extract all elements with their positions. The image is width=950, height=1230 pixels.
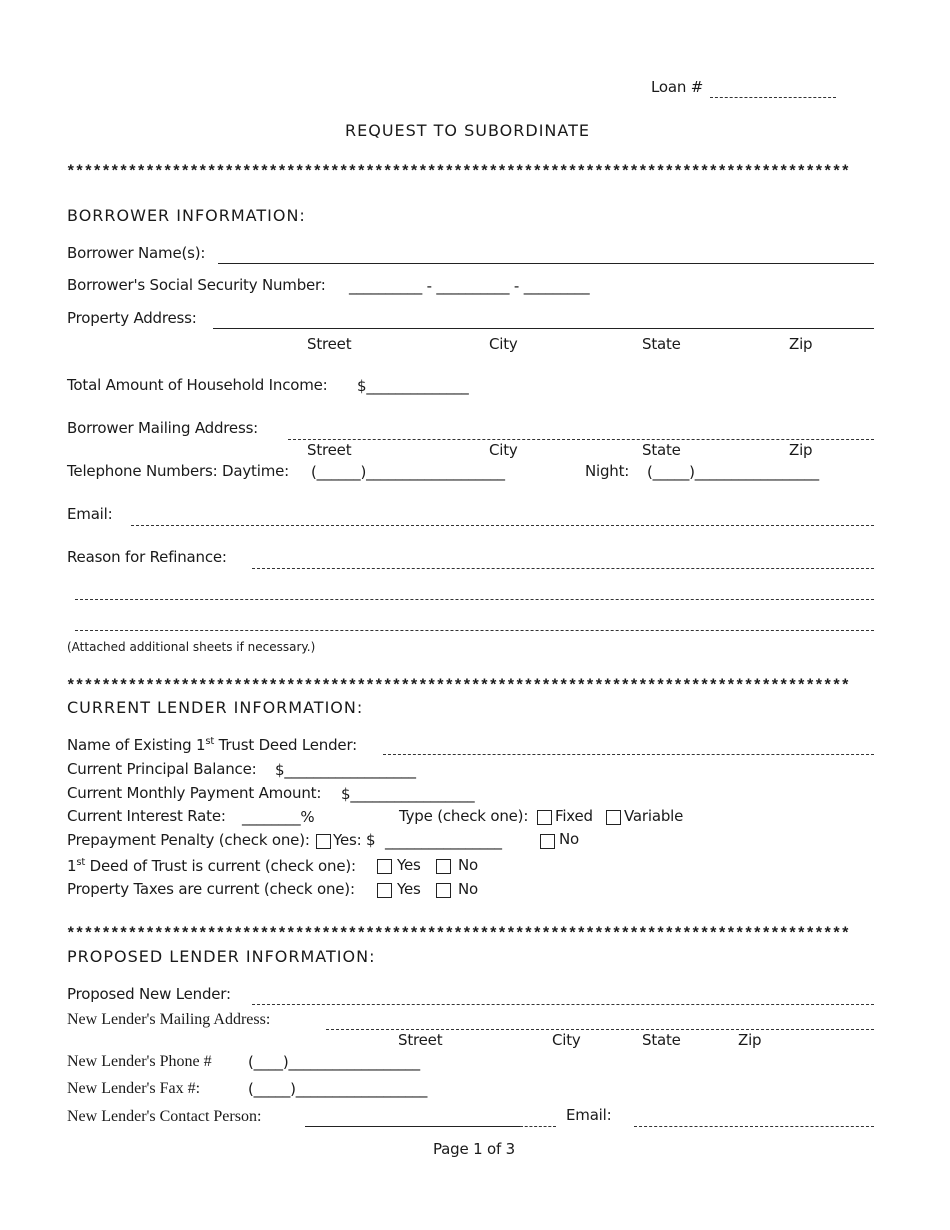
taxes-no-label: No xyxy=(458,880,478,898)
existing-lender-field[interactable] xyxy=(383,753,874,755)
prepay-no-checkbox[interactable] xyxy=(540,834,555,849)
variable-label: Variable xyxy=(624,807,684,825)
deed-current-label: 1st Deed of Trust is current (check one): xyxy=(67,857,356,875)
fixed-label: Fixed xyxy=(555,807,593,825)
rate-type-label: Type (check one): xyxy=(399,807,529,825)
monthly-payment-label: Current Monthly Payment Amount: xyxy=(67,784,322,802)
refinance-reason-line-2[interactable] xyxy=(75,598,874,600)
household-income-field[interactable]: $______________ xyxy=(357,377,469,395)
borrower-name-label: Borrower Name(s): xyxy=(67,244,206,262)
principal-balance-label: Current Principal Balance: xyxy=(67,760,257,778)
deed-no-checkbox[interactable] xyxy=(436,859,451,874)
ssn-label: Borrower's Social Security Number: xyxy=(67,276,326,294)
new-lender-phone-label: New Lender's Phone # xyxy=(67,1053,212,1070)
contact-email-label: Email: xyxy=(566,1106,612,1124)
prepayment-penalty-label: Prepayment Penalty (check one): xyxy=(67,831,310,849)
loan-number-label: Loan # xyxy=(651,78,704,96)
refinance-reason-line-3[interactable] xyxy=(75,629,874,631)
addr-col-zip: Zip xyxy=(789,335,813,353)
deed-yes-checkbox[interactable] xyxy=(377,859,392,874)
lender-col-state: State xyxy=(642,1031,681,1049)
daytime-phone-field[interactable]: (______)___________________ xyxy=(311,463,505,481)
addr-col-street: Street xyxy=(307,335,352,353)
mailing-col-zip: Zip xyxy=(789,441,813,459)
deed-yes-label: Yes xyxy=(397,856,421,874)
email-field[interactable] xyxy=(131,524,874,526)
interest-rate-label: Current Interest Rate: xyxy=(67,807,226,825)
contact-email-field[interactable] xyxy=(634,1125,874,1127)
prepay-amount-field[interactable]: ________________ xyxy=(385,832,502,850)
mailing-col-city: City xyxy=(489,441,518,459)
section-heading-proposed-lender: PROPOSED LENDER INFORMATION: xyxy=(67,947,376,966)
contact-person-field[interactable] xyxy=(305,1125,520,1127)
variable-checkbox[interactable] xyxy=(606,810,621,825)
new-lender-phone-field[interactable]: (____)__________________ xyxy=(248,1053,420,1071)
borrower-name-field[interactable] xyxy=(218,262,874,264)
property-address-label: Property Address: xyxy=(67,309,197,327)
refinance-reason-label: Reason for Refinance: xyxy=(67,548,227,566)
contact-person-field-tail[interactable] xyxy=(520,1125,556,1127)
page-number: Page 1 of 3 xyxy=(433,1140,515,1158)
contact-person-label: New Lender's Contact Person: xyxy=(67,1108,262,1125)
taxes-yes-checkbox[interactable] xyxy=(377,883,392,898)
refinance-reason-field[interactable] xyxy=(252,567,874,569)
divider-stars: ***************************************************************************************** xyxy=(66,677,850,695)
fixed-checkbox[interactable] xyxy=(537,810,552,825)
prepay-yes-label: Yes: $ xyxy=(333,831,376,849)
lender-col-zip: Zip xyxy=(738,1031,762,1049)
principal-balance-field[interactable]: $__________________ xyxy=(275,761,416,779)
prepay-yes-checkbox[interactable] xyxy=(316,834,331,849)
property-address-field[interactable] xyxy=(213,327,874,329)
mailing-col-street: Street xyxy=(307,441,352,459)
mailing-address-field[interactable] xyxy=(288,438,874,440)
new-lender-mailing-label: New Lender's Mailing Address: xyxy=(67,1011,271,1028)
loan-number-field[interactable] xyxy=(710,96,836,98)
mailing-address-label: Borrower Mailing Address: xyxy=(67,419,259,437)
ssn-field[interactable]: __________ - __________ - _________ xyxy=(349,277,590,295)
mailing-col-state: State xyxy=(642,441,681,459)
existing-lender-label: Name of Existing 1st Trust Deed Lender: xyxy=(67,736,358,754)
taxes-no-checkbox[interactable] xyxy=(436,883,451,898)
divider-stars: ***************************************************************************************** xyxy=(66,163,850,181)
email-label: Email: xyxy=(67,505,113,523)
proposed-lender-field[interactable] xyxy=(252,1003,874,1005)
addr-col-state: State xyxy=(642,335,681,353)
monthly-payment-field[interactable]: $_________________ xyxy=(341,785,475,803)
new-lender-fax-label: New Lender's Fax #: xyxy=(67,1080,201,1097)
attach-note: (Attached additional sheets if necessary.) xyxy=(67,640,316,654)
new-lender-fax-field[interactable]: (_____)__________________ xyxy=(248,1080,428,1098)
prepay-no-label: No xyxy=(559,830,579,848)
night-phone-field[interactable]: (_____)_________________ xyxy=(647,463,819,481)
new-lender-mailing-field[interactable] xyxy=(326,1028,874,1030)
night-phone-label: Night: xyxy=(585,462,630,480)
deed-no-label: No xyxy=(458,856,478,874)
section-heading-borrower: BORROWER INFORMATION: xyxy=(67,206,306,225)
divider-stars: ***************************************************************************************** xyxy=(66,925,850,943)
addr-col-city: City xyxy=(489,335,518,353)
lender-col-street: Street xyxy=(398,1031,443,1049)
proposed-lender-label: Proposed New Lender: xyxy=(67,985,231,1003)
taxes-current-label: Property Taxes are current (check one): xyxy=(67,880,355,898)
lender-col-city: City xyxy=(552,1031,581,1049)
section-heading-current-lender: CURRENT LENDER INFORMATION: xyxy=(67,698,364,717)
page-title: REQUEST TO SUBORDINATE xyxy=(345,121,590,140)
taxes-yes-label: Yes xyxy=(397,880,421,898)
telephone-label: Telephone Numbers: Daytime: xyxy=(67,462,290,480)
household-income-label: Total Amount of Household Income: xyxy=(67,376,328,394)
interest-rate-field[interactable]: ________% xyxy=(242,808,315,826)
